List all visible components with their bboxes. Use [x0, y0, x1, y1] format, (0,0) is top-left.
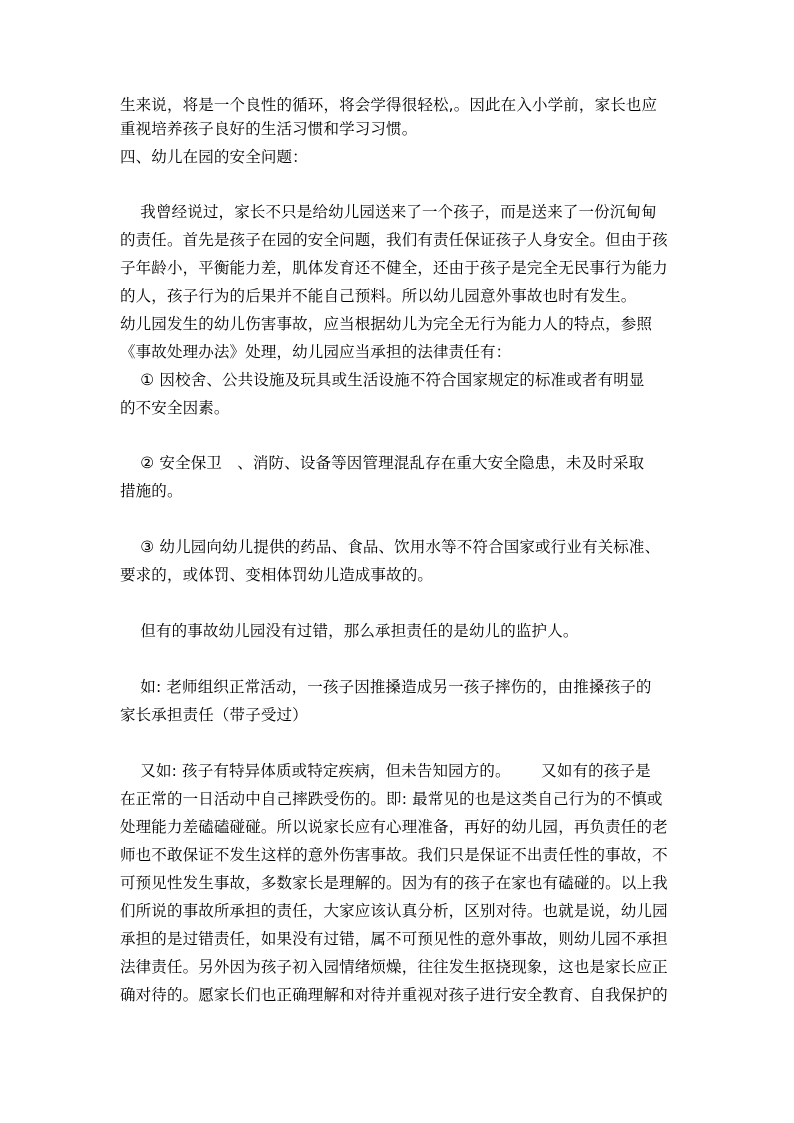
- text-line: 处理能力差磕磕碰碰。所以说家长应有心理准备，再好的幼儿园，再负责任的老: [120, 818, 668, 836]
- text-line: 幼儿园发生的幼儿伤害事故，应当根据幼儿为完全无行为能力人的特点，参照: [120, 315, 653, 333]
- text-line: 的责任。首先是孩子在园的安全问题，我们有责任保证孩子人身安全。但由于孩: [120, 231, 668, 249]
- text-line: 法律责任。另外因为孩子初入园情绪烦燥，往往发生抠挠现象，这也是家长应正: [120, 958, 668, 976]
- text-line: 生来说，将是一个良性的循环，将会学得很轻松,。因此在入小学前，家长也应: [120, 96, 658, 114]
- text-line: 重视培养孩子良好的生活习惯和学习习惯。: [120, 120, 418, 138]
- text-line: 承担的是过错责任，如果没有过错，属不可预见性的意外事故，则幼儿园不承担: [120, 930, 668, 948]
- list-item: ② 安全保卫 、消防、设备等因管理混乱存在重大安全隐患，未及时采取: [120, 454, 645, 472]
- text-line: 的人，孩子行为的后果并不能自己预料。所以幼儿园意外事故也时有发生。: [120, 287, 637, 305]
- text-line: 又如: 孩子有特异体质或特定疾病，但未告知园方的。 又如有的孩子是: [120, 762, 651, 780]
- text-line: 如: 老师组织正常活动，一孩子因推搡造成另一孩子摔伤的，由推搡孩子的: [120, 678, 652, 696]
- text-line: 要求的，或体罚、变相体罚幼儿造成事故的。: [120, 566, 434, 584]
- text-line: 师也不敢保证不发生这样的意外伤害事故。我们只是保证不出责任性的事故，不: [120, 846, 668, 864]
- text-line: 的不安全因素。: [120, 399, 230, 417]
- text-line: 《事故处理办法》处理，幼儿园应当承担的法律责任有：: [120, 343, 512, 361]
- text-line: 我曾经说过，家长不只是给幼儿园送来了一个孩子，而是送来了一份沉甸甸: [120, 203, 657, 221]
- text-line: 子年龄小，平衡能力差，肌体发育还不健全，还由于孩子是完全无民事行为能力: [120, 259, 668, 277]
- text-line: 们所说的事故所承担的责任，大家应该认真分析，区别对待。也就是说，幼儿园: [120, 902, 668, 920]
- text-line: 可预见性发生事故，多数家长是理解的。因为有的孩子在家也有磕碰的。以上我: [120, 874, 668, 892]
- text-line: 确对待的。愿家长们也正确理解和对待并重视对孩子进行安全教育、自我保护的: [120, 986, 668, 1004]
- section-heading: 四、幼儿在园的安全问题：: [120, 148, 308, 166]
- text-line: 家长承担责任（带子受过）: [120, 706, 308, 724]
- text-line: 但有的事故幼儿园没有过错，那么承担责任的是幼儿的监护人。: [120, 622, 579, 640]
- text-line: 措施的。: [120, 482, 183, 500]
- list-item: ① 因校舍、公共设施及玩具或生活设施不符合国家规定的标准或者有明显: [120, 371, 645, 389]
- list-item: ③ 幼儿园向幼儿提供的药品、食品、饮用水等不符合国家或行业有关标准、: [120, 538, 661, 556]
- text-line: 在正常的一日活动中自己摔跌受伤的。即: 最常见的也是这类自己行为的不慎或: [120, 790, 663, 808]
